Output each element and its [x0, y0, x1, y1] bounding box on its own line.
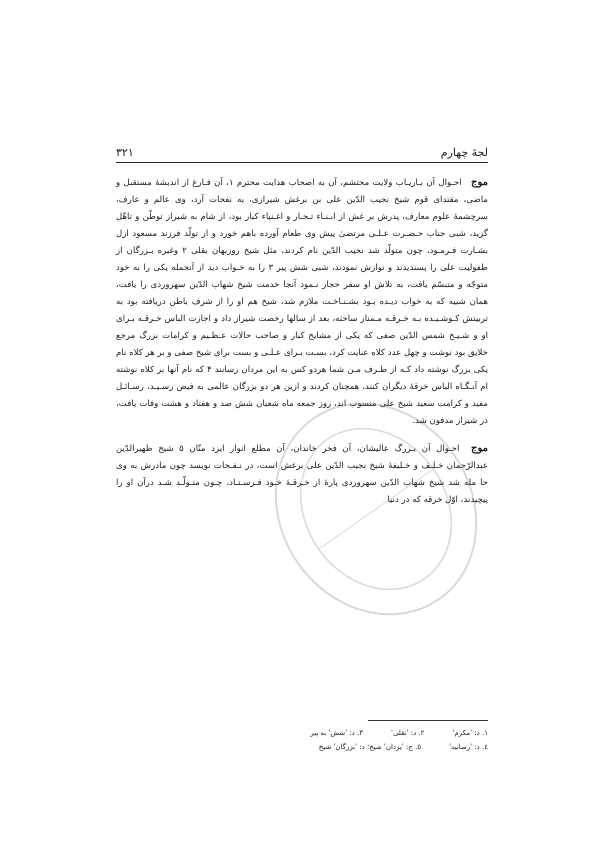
- footnote-rule: [368, 720, 488, 721]
- document-page: [116, 144, 489, 751]
- page-number: ۳۲۱: [116, 146, 134, 159]
- footnote: ٤. د: 'رسانید': [449, 743, 488, 751]
- footnotes: [116, 726, 488, 754]
- footnote: ۱. د: 'مکرم': [452, 729, 488, 737]
- chapter-title: لجهٔ چهارم: [440, 146, 488, 159]
- footnote-row: [116, 726, 488, 740]
- paragraph-1: [116, 174, 488, 430]
- section-lead-word: موج: [471, 443, 488, 454]
- section-lead-word: موج: [471, 177, 489, 188]
- footnote: ۲. د: 'نقلی': [391, 729, 425, 737]
- footnote: ٥. ج: 'یزدان' شیخ؛ د: 'بزرگان' شیخ: [318, 743, 422, 751]
- footnote: ۳. د: 'شش' به پیر: [310, 729, 364, 737]
- paragraph-text: احـوال آن بـاریـاب ولایت محتشم، آن به اصحاب هدایت محترم ۱، آن فـارغ از اندیشهٔ مستقبل و ماضی، مقتدای قوم شیخ نجیب الدّین علی بن برغش شیرازی، به نفحات آرد، وی عالم و عارف، سرچشمهٔ علوم معارف، پدرش بر غش از ابـنـاء تـجـار و اغـنیاء کبار بود، از شام به شیراز توطّن و تاهّل گزید، شبی جناب حـضـرت عـلـی مرتضیٰ پیش وی طعام آورده باهم خورد و از تولّد فرزند مسعود ازل بشـارت فـرمـود، چون متولّد شد نجیب الدّین نام کردند، مثل شیخ روزبهان بقلی ۲ وغیره بـزرگان از طفولیت علی را پسندیدند و نوازش نمودند، شبی شش پیر ۳ را به خـواب دید از آنجمله یکی را به خود متوجّه و متبسّم یافت، به تلاش او سفر حجاز نـمود آنجا خدمت شیخ شهاب الدّین سهروردی را یافت، همان شبیه که به خواب دیـده بـود بشـنـاخـت ملازم شد، شیخ هم او را از شرف باطن دریافته بود به تربیتش کـوشـیـده بـه خـرقـه مـمتاز ساخته، بعد از سالها رخصت شیراز داد و اجازت الباس خـرقـه بـرای او و شـیـخ شمس الدّین صفی که یکی از مشایخ کبار و صاحب حالات عـظـیم و کرامات بزرگ مرجع خلایق بود نوشت و چهل عدد کلاه عنایت کرد، بسـت بـرای عـلـی و بست برای شیخ صفی و بر هر کلاه نام یکی بزرگ نوشته داد کـه از طـرف مـن شما هردو کس به این مردان رسانند ۴ که نام آنها بر کلاه نوشته ام آنـگـاه الباس خرقهٔ دیگران کنند، همچنان کردند و ازین هر دو بزرگان عالمی به فیض رسـیـد، رسـائـل مفید و کرامت سعید شیخ علی منسوب اند، روز جمعه ماه شعبان شش صد و هفتاد و هشت وفات یافت، در شیراز مدفون شد.: [116, 178, 488, 426]
- footnote-row: [116, 740, 488, 754]
- paragraph-text: احـوال آن بـزرگ عالیشان، آن فخر خاندان، آن مطلع انوار ایزد منّان ۵ شیخ ظهیرالدّین عبدالرّحمان خـلـف و خـلیفهٔ شیخ نجیب الدّین علی برغش است، در نـفـحات نویسد چون مادرش به وی حا مله شد شیخ شهاب الدّین سهروردی پارهٔ از خـرقـهٔ خـود فـرسـتـاد، چـون متـولّـد شـد درآن او را پیچیدند، اوّل خرقه که در دنیا: [116, 444, 488, 505]
- running-header: [116, 144, 488, 163]
